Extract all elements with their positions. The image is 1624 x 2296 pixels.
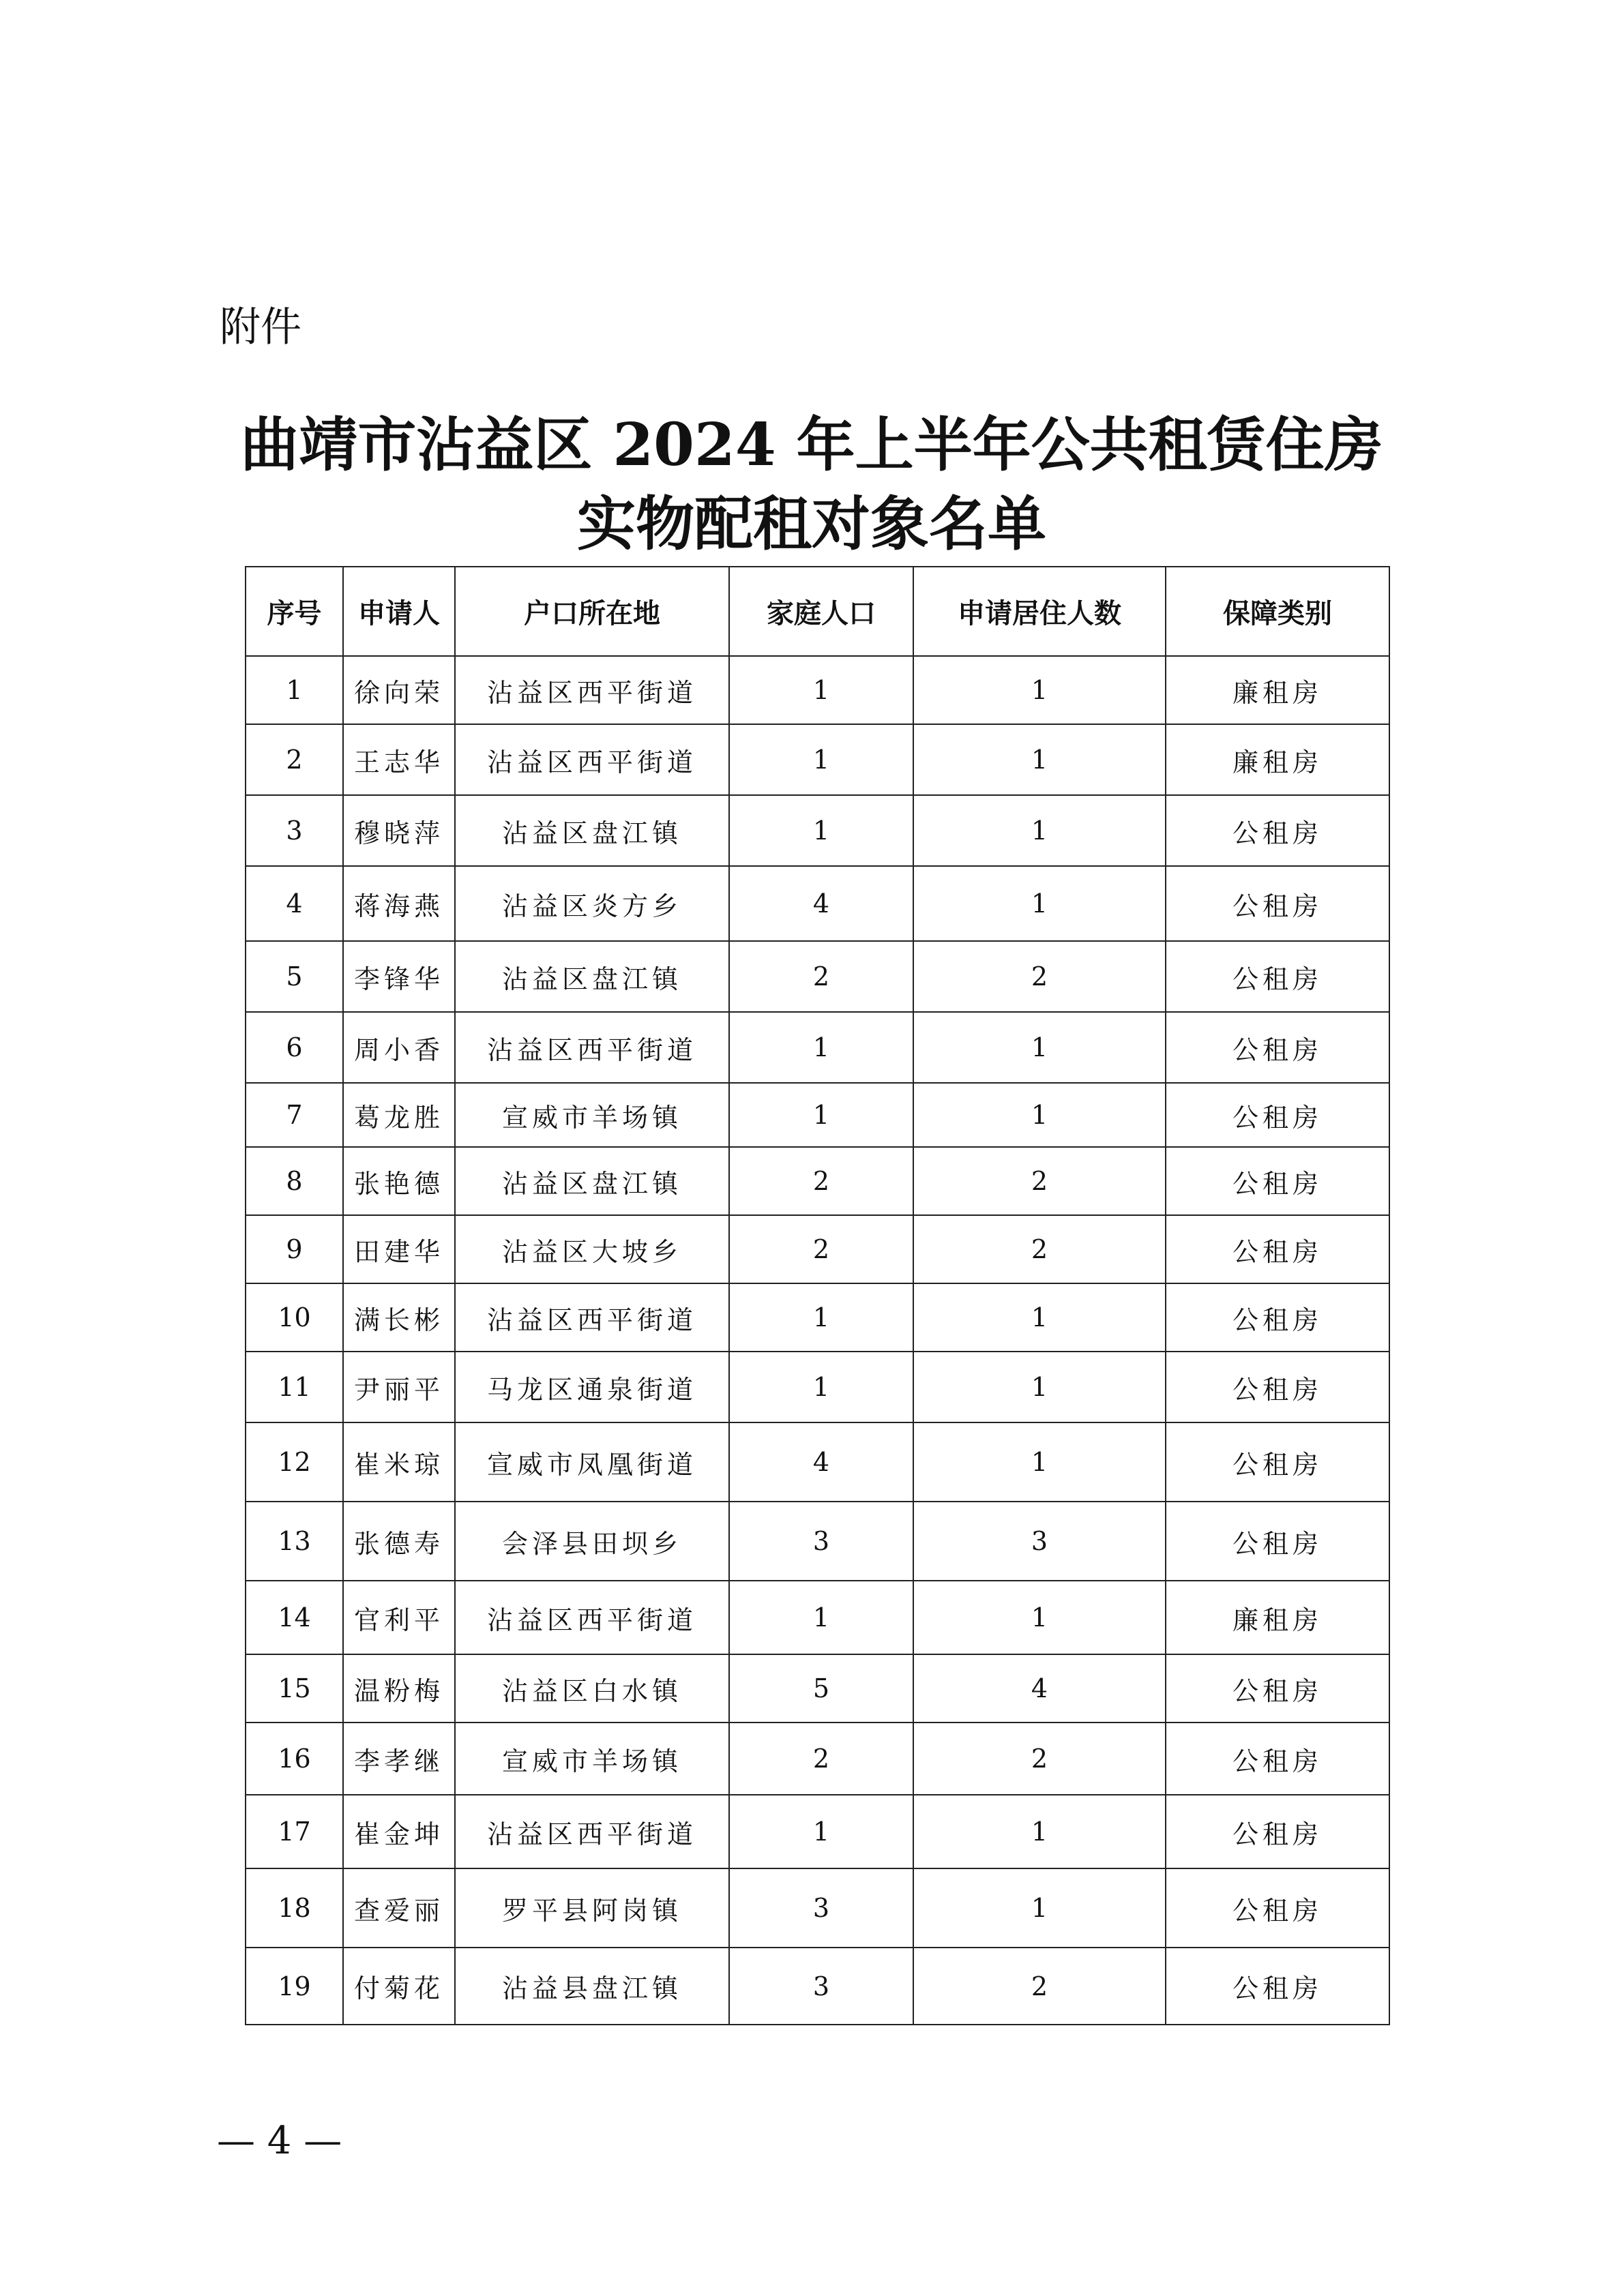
cell-serial-number: 5: [246, 941, 343, 1012]
cell-resident-count: 2: [913, 1147, 1166, 1215]
cell-resident-count: 2: [913, 941, 1166, 1012]
attachment-label: 附件: [220, 303, 301, 351]
cell-family-size: 2: [729, 941, 913, 1012]
cell-resident-count: 2: [913, 1215, 1166, 1283]
cell-serial-number: 17: [246, 1795, 343, 1868]
table-row: [246, 1581, 1389, 1654]
table-row: [246, 1283, 1389, 1352]
cell-serial-number: 12: [246, 1422, 343, 1502]
cell-applicant-name: 崔米琼: [343, 1422, 455, 1502]
table-row: [246, 1352, 1389, 1422]
cell-housing-category: 公租房: [1166, 1147, 1389, 1215]
cell-hukou-location: 宣威市羊场镇: [455, 1083, 729, 1147]
cell-serial-number: 10: [246, 1283, 343, 1352]
cell-hukou-location: 沾益区西平街道: [455, 1012, 729, 1083]
cell-housing-category: 公租房: [1166, 1795, 1389, 1868]
cell-housing-category: 廉租房: [1166, 656, 1389, 724]
cell-applicant-name: 李孝继: [343, 1723, 455, 1795]
document-title-line-1: 曲靖市沾益区 2024 年上半年公共租赁住房: [240, 411, 1383, 479]
cell-applicant-name: 李锋华: [343, 941, 455, 1012]
cell-housing-category: 公租房: [1166, 1422, 1389, 1502]
cell-family-size: 1: [729, 795, 913, 866]
cell-resident-count: 1: [913, 1868, 1166, 1948]
cell-family-size: 3: [729, 1502, 913, 1581]
cell-housing-category: 公租房: [1166, 866, 1389, 941]
cell-serial-number: 16: [246, 1723, 343, 1795]
cell-resident-count: 1: [913, 866, 1166, 941]
cell-housing-category: 廉租房: [1166, 724, 1389, 795]
cell-housing-category: 廉租房: [1166, 1581, 1389, 1654]
cell-serial-number: 9: [246, 1215, 343, 1283]
cell-serial-number: 8: [246, 1147, 343, 1215]
cell-applicant-name: 徐向荣: [343, 656, 455, 724]
cell-family-size: 2: [729, 1215, 913, 1283]
document-title-line-2: 实物配租对象名单: [577, 490, 1046, 558]
cell-hukou-location: 罗平县阿岗镇: [455, 1868, 729, 1948]
cell-applicant-name: 田建华: [343, 1215, 455, 1283]
cell-resident-count: 1: [913, 1283, 1166, 1352]
cell-hukou-location: 沾益区白水镇: [455, 1654, 729, 1723]
cell-serial-number: 18: [246, 1868, 343, 1948]
cell-resident-count: 3: [913, 1502, 1166, 1581]
cell-serial-number: 14: [246, 1581, 343, 1654]
table-row: [246, 1948, 1389, 2025]
cell-resident-count: 4: [913, 1654, 1166, 1723]
cell-hukou-location: 沾益区西平街道: [455, 1795, 729, 1868]
cell-resident-count: 2: [913, 1723, 1166, 1795]
cell-resident-count: 1: [913, 1012, 1166, 1083]
cell-hukou-location: 沾益县盘江镇: [455, 1948, 729, 2025]
cell-family-size: 2: [729, 1147, 913, 1215]
table-row: [246, 941, 1389, 1012]
cell-hukou-location: 沾益区盘江镇: [455, 941, 729, 1012]
table-row: [246, 1147, 1389, 1215]
cell-applicant-name: 王志华: [343, 724, 455, 795]
cell-hukou-location: 沾益区西平街道: [455, 1581, 729, 1654]
cell-applicant-name: 张艳德: [343, 1147, 455, 1215]
cell-serial-number: 6: [246, 1012, 343, 1083]
cell-family-size: 3: [729, 1868, 913, 1948]
cell-hukou-location: 沾益区西平街道: [455, 656, 729, 724]
allocation-roster-table: [245, 566, 1390, 2025]
cell-hukou-location: 沾益区大坡乡: [455, 1215, 729, 1283]
cell-serial-number: 13: [246, 1502, 343, 1581]
table-row: [246, 1868, 1389, 1948]
header-housing-category: 保障类别: [1166, 567, 1389, 656]
cell-housing-category: 公租房: [1166, 1352, 1389, 1422]
table-header-row: [246, 567, 1389, 656]
cell-serial-number: 4: [246, 866, 343, 941]
cell-housing-category: 公租房: [1166, 1502, 1389, 1581]
header-hukou-location: 户口所在地: [455, 567, 729, 656]
table-row: [246, 724, 1389, 795]
cell-serial-number: 19: [246, 1948, 343, 2025]
cell-applicant-name: 周小香: [343, 1012, 455, 1083]
header-serial-number: 序号: [246, 567, 343, 656]
cell-resident-count: 1: [913, 1795, 1166, 1868]
cell-hukou-location: 沾益区盘江镇: [455, 1147, 729, 1215]
table-body: [246, 656, 1389, 2025]
cell-serial-number: 7: [246, 1083, 343, 1147]
cell-hukou-location: 沾益区炎方乡: [455, 866, 729, 941]
cell-applicant-name: 付菊花: [343, 1948, 455, 2025]
cell-housing-category: 公租房: [1166, 1654, 1389, 1723]
table-row: [246, 1012, 1389, 1083]
cell-serial-number: 2: [246, 724, 343, 795]
cell-housing-category: 公租房: [1166, 1948, 1389, 2025]
cell-family-size: 1: [729, 656, 913, 724]
cell-housing-category: 公租房: [1166, 941, 1389, 1012]
cell-family-size: 1: [729, 1581, 913, 1654]
cell-family-size: 3: [729, 1948, 913, 2025]
cell-family-size: 5: [729, 1654, 913, 1723]
header-family-size: 家庭人口: [729, 567, 913, 656]
cell-family-size: 1: [729, 724, 913, 795]
cell-resident-count: 1: [913, 724, 1166, 795]
cell-housing-category: 公租房: [1166, 795, 1389, 866]
cell-family-size: 1: [729, 1083, 913, 1147]
cell-family-size: 1: [729, 1352, 913, 1422]
cell-hukou-location: 宣威市凤凰街道: [455, 1422, 729, 1502]
table-row: [246, 1723, 1389, 1795]
cell-family-size: 4: [729, 1422, 913, 1502]
cell-serial-number: 15: [246, 1654, 343, 1723]
cell-applicant-name: 温粉梅: [343, 1654, 455, 1723]
cell-hukou-location: 宣威市羊场镇: [455, 1723, 729, 1795]
cell-family-size: 2: [729, 1723, 913, 1795]
cell-housing-category: 公租房: [1166, 1215, 1389, 1283]
cell-hukou-location: 会泽县田坝乡: [455, 1502, 729, 1581]
cell-resident-count: 1: [913, 1083, 1166, 1147]
table-row: [246, 1795, 1389, 1868]
cell-housing-category: 公租房: [1166, 1083, 1389, 1147]
table-row: [246, 1502, 1389, 1581]
cell-family-size: 1: [729, 1795, 913, 1868]
cell-housing-category: 公租房: [1166, 1012, 1389, 1083]
table-row: [246, 656, 1389, 724]
table-row: [246, 1654, 1389, 1723]
cell-hukou-location: 沾益区西平街道: [455, 724, 729, 795]
cell-applicant-name: 穆晓萍: [343, 795, 455, 866]
cell-hukou-location: 沾益区西平街道: [455, 1283, 729, 1352]
cell-housing-category: 公租房: [1166, 1868, 1389, 1948]
page-number: — 4 —: [217, 2119, 342, 2163]
cell-hukou-location: 马龙区通泉街道: [455, 1352, 729, 1422]
table-row: [246, 866, 1389, 941]
header-applicant: 申请人: [343, 567, 455, 656]
cell-resident-count: 1: [913, 1581, 1166, 1654]
cell-applicant-name: 官利平: [343, 1581, 455, 1654]
cell-applicant-name: 张德寿: [343, 1502, 455, 1581]
table-row: [246, 1083, 1389, 1147]
table-row: [246, 795, 1389, 866]
cell-family-size: 4: [729, 866, 913, 941]
cell-applicant-name: 查爱丽: [343, 1868, 455, 1948]
cell-resident-count: 1: [913, 656, 1166, 724]
table-row: [246, 1422, 1389, 1502]
cell-resident-count: 1: [913, 1422, 1166, 1502]
cell-housing-category: 公租房: [1166, 1283, 1389, 1352]
cell-resident-count: 2: [913, 1948, 1166, 2025]
cell-applicant-name: 满长彬: [343, 1283, 455, 1352]
cell-serial-number: 3: [246, 795, 343, 866]
cell-resident-count: 1: [913, 795, 1166, 866]
cell-housing-category: 公租房: [1166, 1723, 1389, 1795]
cell-applicant-name: 尹丽平: [343, 1352, 455, 1422]
cell-serial-number: 1: [246, 656, 343, 724]
cell-applicant-name: 崔金坤: [343, 1795, 455, 1868]
cell-applicant-name: 葛龙胜: [343, 1083, 455, 1147]
cell-resident-count: 1: [913, 1352, 1166, 1422]
cell-family-size: 1: [729, 1283, 913, 1352]
cell-applicant-name: 蒋海燕: [343, 866, 455, 941]
cell-family-size: 1: [729, 1012, 913, 1083]
header-resident-count: 申请居住人数: [913, 567, 1166, 656]
cell-hukou-location: 沾益区盘江镇: [455, 795, 729, 866]
cell-serial-number: 11: [246, 1352, 343, 1422]
table-row: [246, 1215, 1389, 1283]
